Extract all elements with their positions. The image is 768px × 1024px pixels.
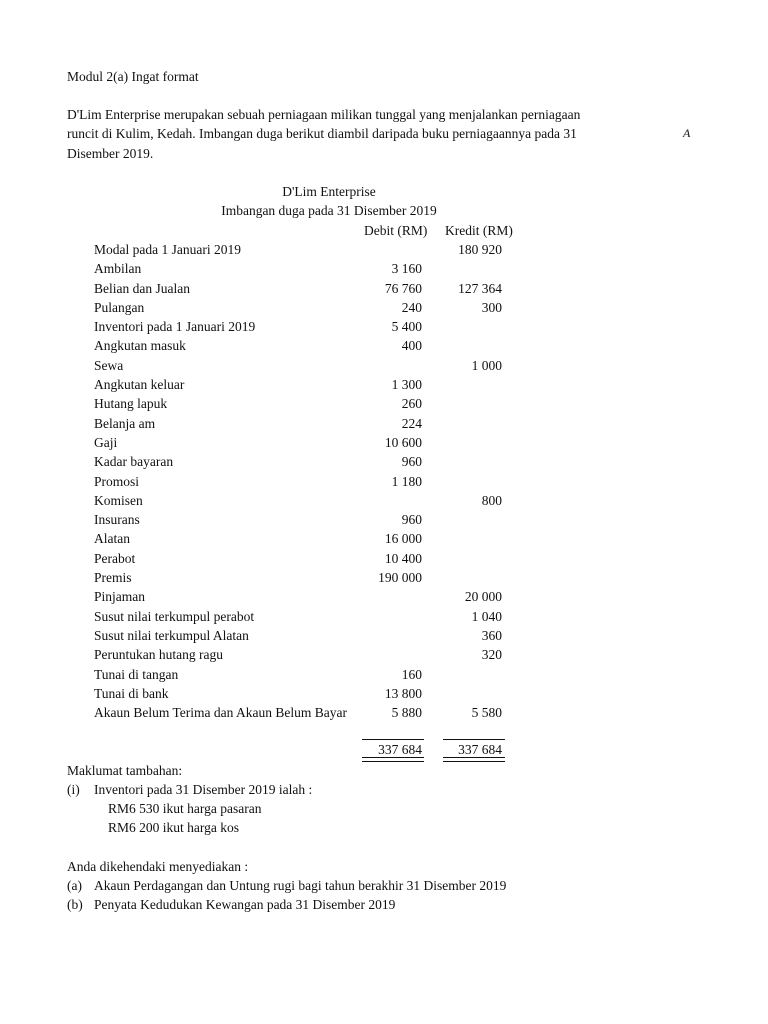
debit-amount: 190 000 xyxy=(378,570,422,586)
account-name: Tunai di tangan xyxy=(94,666,179,682)
table-row xyxy=(0,568,768,587)
table-row xyxy=(0,336,768,355)
kredit-amount: 180 920 xyxy=(458,242,502,257)
account-name: Belanja am xyxy=(94,415,156,431)
table-row xyxy=(0,472,768,491)
account-name: Akaun Belum Terima dan Akaun Belum Bayar xyxy=(94,705,347,721)
table-row xyxy=(0,684,768,703)
note-detail: RM6 530 ikut harga pasaran xyxy=(108,801,262,816)
debit-column-header: Debit (RM) xyxy=(364,223,428,238)
table-row xyxy=(0,703,768,722)
table-row xyxy=(0,529,768,548)
kredit-amount: 800 xyxy=(481,492,502,508)
account-name: Perabot xyxy=(94,550,136,566)
table-row xyxy=(0,375,768,394)
debit-amount: 1 300 xyxy=(391,377,422,393)
kredit-amount: 300 xyxy=(481,299,502,315)
kredit-column-header: Kredit (RM) xyxy=(445,223,513,238)
debit-amount: 260 xyxy=(401,396,422,412)
account-name: Tunai di bank xyxy=(94,685,169,701)
table-row xyxy=(0,587,768,606)
intro-line: Disember 2019. xyxy=(67,145,154,161)
total-debit: 337 684 xyxy=(378,742,422,757)
debit-amount: 10 600 xyxy=(384,434,422,450)
debit-amount: 400 xyxy=(401,338,422,354)
kredit-amount: 127 364 xyxy=(458,280,502,296)
task-text: Penyata Kedudukan Kewangan pada 31 Disember 2019 xyxy=(94,897,396,912)
account-name: Kadar bayaran xyxy=(94,454,174,470)
total-kredit: 337 684 xyxy=(458,742,502,757)
kredit-amount: 1 000 xyxy=(471,357,502,373)
task-text: Akaun Perdagangan dan Untung rugi bagi tahun berakhir 31 Disember 2019 xyxy=(94,878,507,893)
account-name: Susut nilai terkumpul perabot xyxy=(94,608,255,624)
account-name: Sewa xyxy=(94,357,124,373)
table-row xyxy=(0,549,768,568)
table-row xyxy=(0,433,768,452)
table-row xyxy=(0,452,768,471)
table-row xyxy=(0,645,768,664)
debit-amount: 13 800 xyxy=(384,685,422,701)
intro-line: D'Lim Enterprise merupakan sebuah perniagaan milikan tunggal yang menjalankan perniagaan xyxy=(67,107,581,122)
account-name: Belian dan Jualan xyxy=(94,280,190,296)
account-name: Insurans xyxy=(94,512,140,528)
task-number: (b) xyxy=(67,897,83,912)
debit-amount: 10 400 xyxy=(384,550,422,566)
intro-paragraph xyxy=(67,105,637,163)
account-name: Ambilan xyxy=(94,261,142,277)
account-name: Premis xyxy=(94,570,132,586)
note-number: (i) xyxy=(67,782,80,797)
table-row xyxy=(0,356,768,375)
intro-line: runcit di Kulim, Kedah. Imbangan duga berikut diambil daripada buku perniagaannya pada 31 xyxy=(67,126,577,142)
account-name: Angkutan masuk xyxy=(94,338,186,354)
table-row xyxy=(0,510,768,529)
kredit-amount: 1 040 xyxy=(471,608,502,624)
account-name: Angkutan keluar xyxy=(94,377,185,393)
account-name: Komisen xyxy=(94,492,143,508)
task-number: (a) xyxy=(67,878,82,893)
trial-balance-table xyxy=(0,240,768,722)
table-row xyxy=(0,240,768,259)
account-name: Pulangan xyxy=(94,299,145,315)
table-row xyxy=(0,279,768,298)
debit-amount: 224 xyxy=(401,415,422,431)
company-name: D'Lim Enterprise xyxy=(282,184,376,199)
table-row xyxy=(0,298,768,317)
debit-amount: 960 xyxy=(401,454,422,470)
table-row xyxy=(0,491,768,510)
debit-amount: 960 xyxy=(401,512,422,528)
kredit-amount: 360 xyxy=(481,627,502,643)
debit-amount: 16 000 xyxy=(384,531,422,547)
kredit-amount: 5 580 xyxy=(471,705,502,721)
notes-title: Maklumat tambahan: xyxy=(67,763,183,778)
table-row xyxy=(0,607,768,626)
account-name: Peruntukan hutang ragu xyxy=(94,647,223,663)
debit-amount: 1 180 xyxy=(391,473,422,489)
task-prompt: Anda dikehendaki menyediakan : xyxy=(67,859,249,874)
note-detail: RM6 200 ikut harga kos xyxy=(108,820,239,835)
account-name: Inventori pada 1 Januari 2019 xyxy=(94,319,256,335)
kredit-amount: 320 xyxy=(481,647,502,663)
account-name: Modal pada 1 Januari 2019 xyxy=(94,242,241,257)
account-name: Pinjaman xyxy=(94,589,145,605)
debit-amount: 3 160 xyxy=(391,261,422,277)
total-double-rule-kredit xyxy=(443,757,505,762)
table-row xyxy=(0,317,768,336)
corner-mark: A xyxy=(683,126,691,140)
debit-amount: 240 xyxy=(401,299,422,315)
table-row xyxy=(0,259,768,278)
account-name: Promosi xyxy=(94,473,140,489)
module-heading: Modul 2(a) Ingat format xyxy=(67,69,199,84)
table-row xyxy=(0,394,768,413)
trial-balance-title: Imbangan duga pada 31 Disember 2019 xyxy=(221,203,437,218)
table-row xyxy=(0,414,768,433)
table-row xyxy=(0,665,768,684)
account-name: Alatan xyxy=(94,531,130,547)
account-name: Hutang lapuk xyxy=(94,396,168,412)
kredit-amount: 20 000 xyxy=(464,589,502,605)
debit-amount: 5 400 xyxy=(391,319,422,335)
total-double-rule-debit xyxy=(362,757,424,762)
account-name: Susut nilai terkumpul Alatan xyxy=(94,627,249,643)
note-text: Inventori pada 31 Disember 2019 ialah : xyxy=(94,782,313,797)
debit-amount: 160 xyxy=(401,666,422,682)
table-row xyxy=(0,626,768,645)
account-name: Gaji xyxy=(94,434,118,450)
debit-amount: 76 760 xyxy=(384,280,422,296)
debit-amount: 5 880 xyxy=(391,705,422,721)
